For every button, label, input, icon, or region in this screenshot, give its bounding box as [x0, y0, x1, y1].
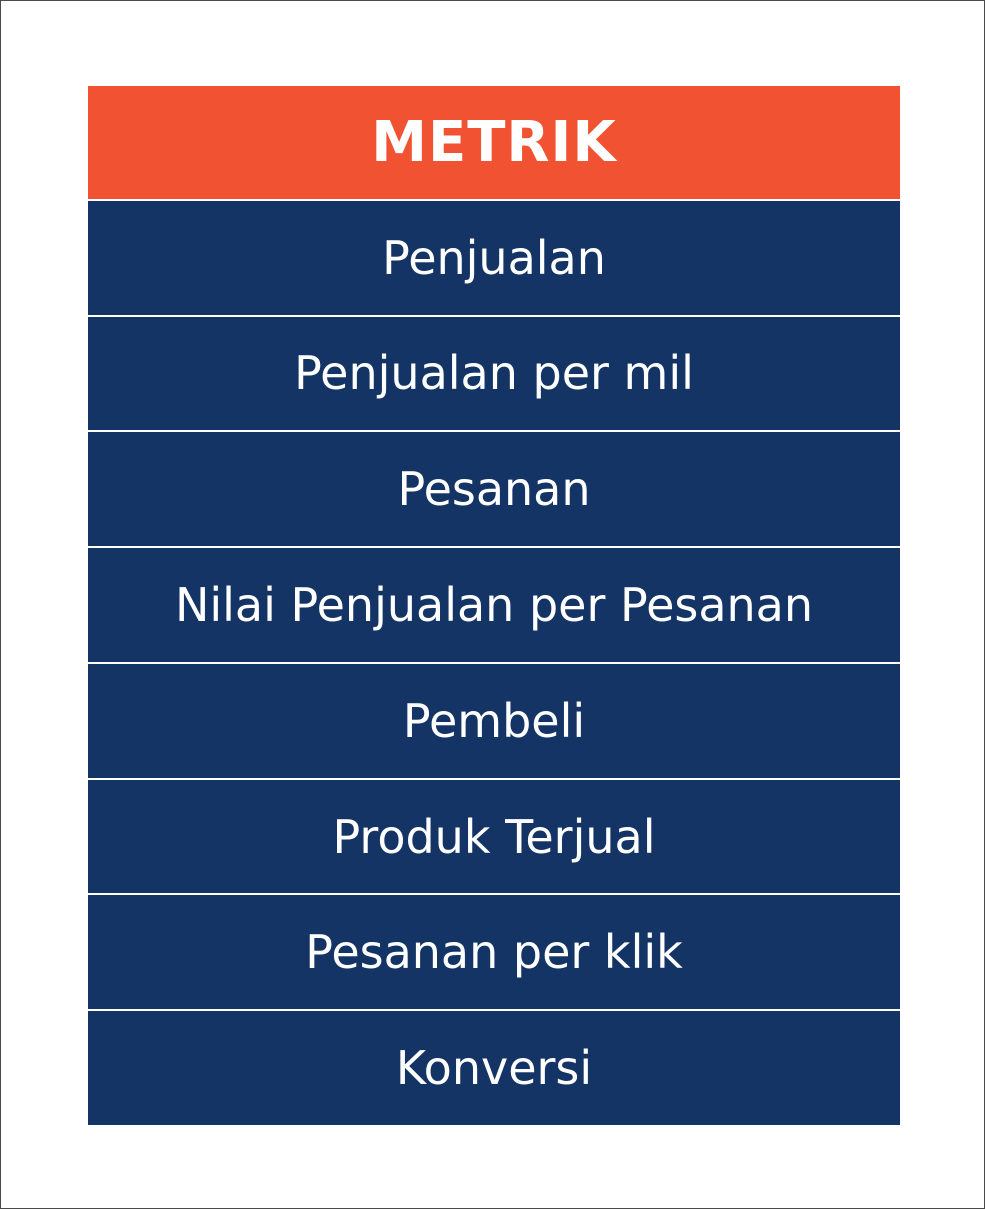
metrics-table — [88, 86, 900, 1125]
table-row-sales-per-mille: Penjualan per mil — [88, 317, 900, 431]
table-header: METRIK — [88, 86, 900, 199]
table-row-products-sold: Produk Terjual — [88, 780, 900, 894]
table-row-conversion: Konversi — [88, 1011, 900, 1125]
table-row-sales-value-per-order: Nilai Penjualan per Pesanan — [88, 548, 900, 662]
table-row-buyers: Pembeli — [88, 664, 900, 778]
table-row-orders: Pesanan — [88, 432, 900, 546]
table-row-orders-per-click: Pesanan per klik — [88, 895, 900, 1009]
table-row-sales: Penjualan — [88, 201, 900, 315]
